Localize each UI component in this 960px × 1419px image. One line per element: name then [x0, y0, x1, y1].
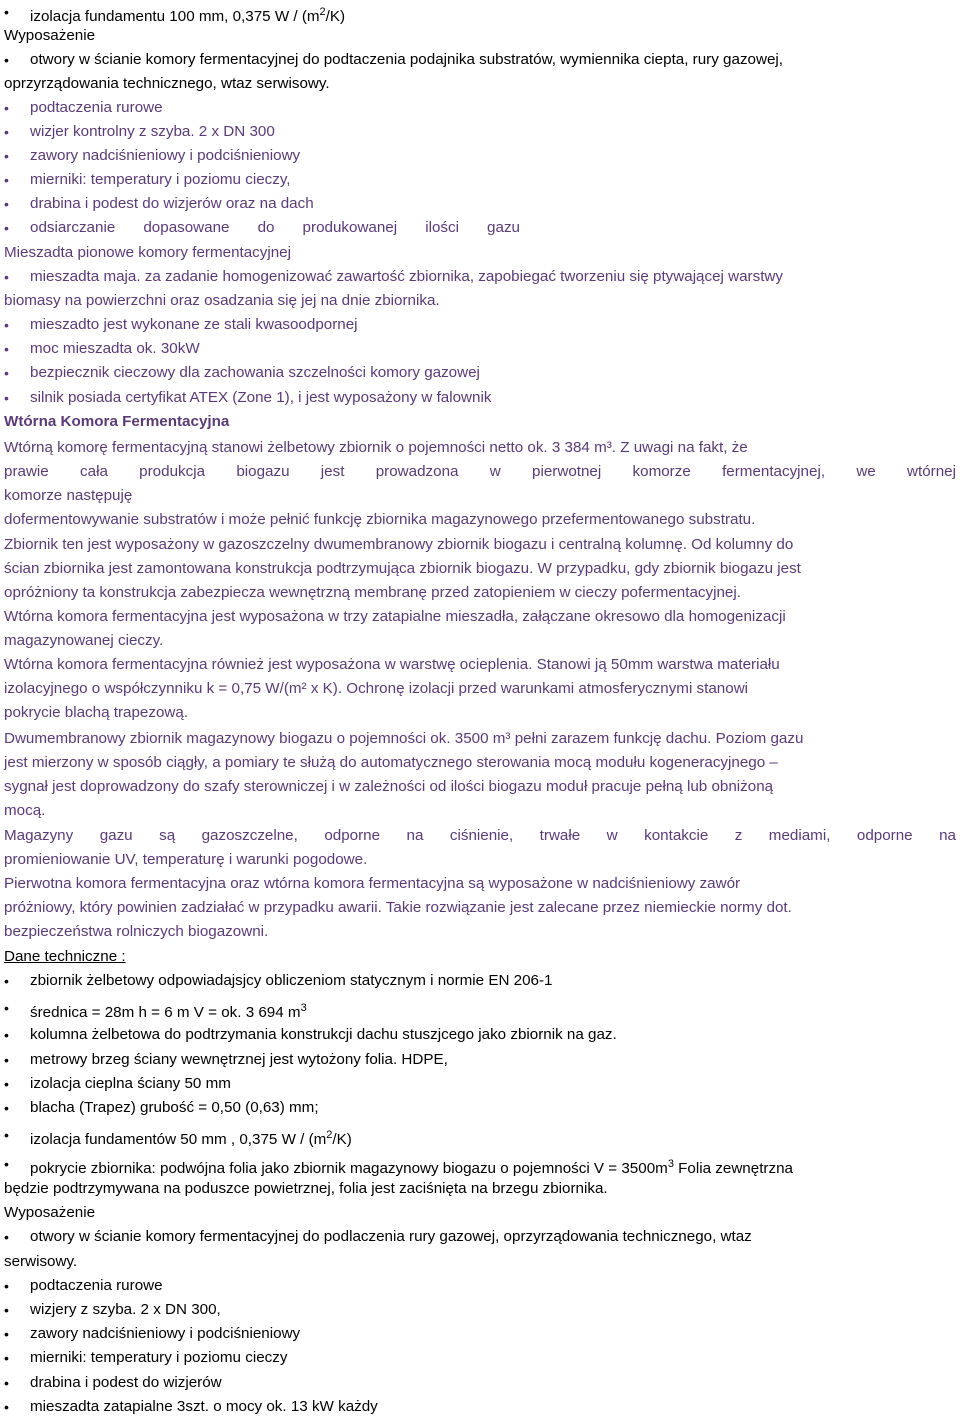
paragraph-line: jest mierzony w sposób ciągły, a pomiary te służą do automatycznego sterowania mocą modułu kogeneracyjnego – — [4, 754, 778, 771]
item-text: otwory w ścianie komory fermentacyjnej do podlaczenia rury gazowej, oprzyrządowania technicznego, wtaz — [30, 1228, 752, 1245]
bullet-icon — [4, 998, 26, 1019]
bullet-icon — [4, 388, 26, 409]
item-text: silnik posiada certyfikat ATEX (Zone 1), i jest wyposażony w falownik — [30, 389, 492, 406]
bullet-icon — [4, 2, 26, 23]
paragraph-line: izolacyjnego o współczynniku k = 0,75 W/(m² x K). Ochronę izolacji przed warunkami atmosferycznymi stanowi — [4, 680, 749, 697]
superscript: 2 — [319, 6, 326, 18]
bullet-icon — [4, 1098, 26, 1119]
bullet-icon — [4, 267, 26, 288]
bullet-icon — [4, 1227, 26, 1248]
paragraph-line: Magazyny gazu są gazoszczelne, odporne na ciśnienie, trwałe w kontakcie z mediami, odporne na — [4, 827, 956, 844]
item-text: podtaczenia rurowe — [30, 1277, 163, 1294]
item-continuation: biomasy na powierzchni oraz osadzania się jej na dnie zbiornika. — [4, 292, 440, 309]
bullet-icon — [4, 1050, 26, 1071]
paragraph-line: Wtórna komora fermentacyjna również jest wyposażona w warstwę ocieplenia. Stanowi ją 50mm warstwa materiału — [4, 656, 780, 673]
item-text: mierniki: temperatury i poziomu cieczy — [30, 1349, 288, 1366]
paragraph-line: próżniowy, który powinien zadziałać w przypadku awarii. Takie rozwiązanie jest zalecane przez niemieckie normy dot. — [4, 899, 792, 916]
item-text: wizjery z szyba. 2 x DN 300, — [30, 1301, 221, 1318]
bullet-icon — [4, 1154, 26, 1175]
bullet-icon — [4, 1373, 26, 1394]
section-heading: Mieszadta pionowe komory fermentacyjnej — [4, 244, 292, 261]
item-text: zbiornik żelbetowy odpowiadajsjcy obliczeniom statycznym i normie EN 206-1 — [30, 972, 553, 989]
paragraph-line: Dwumembranowy zbiornik magazynowy biogazu o pojemności ok. 3500 m³ pełni zarazem funkcję dachu. Poziom gazu — [4, 730, 804, 747]
item-text: mieszadto jest wykonane ze stali kwasoodpornej — [30, 316, 358, 333]
item-text: /K) — [332, 1131, 352, 1148]
bullet-icon — [4, 98, 26, 119]
superscript: 3 — [300, 1002, 307, 1014]
paragraph-line: sygnał jest doprowadzony do szafy sterowniczej i w zależności od ilości biogazu moduł pracuje pełną lub obniżoną — [4, 778, 774, 795]
bullet-icon — [4, 315, 26, 336]
item-text: podtaczenia rurowe — [30, 99, 163, 116]
bullet-icon — [4, 218, 26, 239]
item-text: pokrycie zbiornika: podwójna folia jako zbiornik magazynowy biogazu o pojemności V = 3500m — [30, 1160, 668, 1177]
superscript: 3 — [667, 1158, 674, 1170]
item-text: kolumna żelbetowa do podtrzymania konstrukcji dachu stuszjcego jako zbiornik na gaz. — [30, 1026, 617, 1043]
item-text: drabina i podest do wizjerów — [30, 1374, 222, 1391]
bullet-icon — [4, 170, 26, 191]
item-text: bezpiecznik cieczowy dla zachowania szczelności komory gazowej — [30, 364, 480, 381]
item-text: izolacja fundamentów 50 mm , 0,375 W / (m — [30, 1131, 327, 1148]
paragraph-line: opróżniony ta konstrukcja zabezpiecza wewnętrzną membranę przed zatopieniem w cieczy pofermentacyjnej. — [4, 584, 741, 601]
item-text: mierniki: temperatury i poziomu cieczy, — [30, 171, 291, 188]
item-text: średnica = 28m h = 6 m V = ok. 3 694 m — [30, 1004, 301, 1021]
item-text: mieszadta maja. za zadanie homogenizować zawartość zbiornika, zapobiegać tworzeniu się ptywającej warstwy — [30, 268, 783, 285]
paragraph-line: komorze następuję — [4, 487, 133, 504]
bullet-icon — [4, 971, 26, 992]
item-text: metrowy brzeg ściany wewnętrznej jest wytożony folia. HDPE, — [30, 1051, 448, 1068]
bullet-icon — [4, 363, 26, 384]
item-text: izolacja cieplna ściany 50 mm — [30, 1075, 231, 1092]
item-text: moc mieszadta ok. 30kW — [30, 340, 200, 357]
bullet-icon — [4, 1300, 26, 1321]
section-heading: Wyposażenie — [4, 1204, 96, 1221]
bullet-icon — [4, 1025, 26, 1046]
section-heading: Wyposażenie — [4, 27, 96, 44]
bullet-icon — [4, 194, 26, 215]
paragraph-line: ścian zbiornika jest zamontowana konstrukcja podtrzymująca zbiornik biogazu. W przypadku, gdy zbiornik biogazu jest — [4, 560, 801, 577]
paragraph-line: magazynowanej cieczy. — [4, 632, 164, 649]
item-text: izolacja fundamentu 100 mm, 0,375 W / (m — [30, 8, 320, 25]
paragraph-line: bezpieczeństwa rolniczych biogazowni. — [4, 923, 269, 940]
bullet-icon — [4, 50, 26, 71]
item-text: blacha (Trapez) grubość = 0,50 (0,63) mm; — [30, 1099, 319, 1116]
item-text: /K) — [325, 8, 346, 25]
paragraph-line: promieniowanie UV, temperaturę i warunki pogodowe. — [4, 851, 368, 868]
bullet-icon — [4, 1348, 26, 1369]
item-text: zawory nadciśnieniowy i podciśnieniowy — [30, 147, 301, 164]
bullet-icon — [4, 1074, 26, 1095]
item-continuation: będzie podtrzymywana na poduszce powietrznej, folia jest zaciśnięta na brzegu zbiornika. — [4, 1180, 608, 1197]
bullet-icon — [4, 1397, 26, 1418]
section-heading: Wtórna Komora Fermentacyjna — [4, 413, 230, 430]
item-text: mieszadta zatapialne 3szt. o mocy ok. 13 kW każdy — [30, 1398, 378, 1415]
paragraph-line: prawie cała produkcja biogazu jest prowadzona w pierwotnej komorze fermentacyjnej, we wtórnej — [4, 463, 956, 480]
item-continuation: oprzyrządowania technicznego, wtaz serwisowy. — [4, 75, 330, 92]
paragraph-line: Pierwotna komora fermentacyjna oraz wtórna komora fermentacyjna są wyposażone w nadciśnieniowy zawór — [4, 875, 741, 892]
bullet-icon — [4, 146, 26, 167]
paragraph-line: pokrycie blachą trapezową. — [4, 704, 189, 721]
item-text: Folia zewnętrzna — [673, 1160, 793, 1177]
paragraph-line: dofermentowywanie substratów i może pełnić funkcję zbiornika magazynowego przefermentowanego substratu. — [4, 511, 756, 528]
section-heading: Dane techniczne : — [4, 948, 126, 965]
superscript: 2 — [326, 1129, 333, 1141]
bullet-icon — [4, 339, 26, 360]
item-text: drabina i podest do wizjerów oraz na dach — [30, 195, 314, 212]
bullet-icon — [4, 1276, 26, 1297]
paragraph-line: Wtórna komora fermentacyjna jest wyposażona w trzy zatapialne mieszadła, załączane okresowo dla homogenizacji — [4, 608, 786, 625]
bullet-icon — [4, 122, 26, 143]
paragraph-line: Wtórną komorę fermentacyjną stanowi żelbetowy zbiornik o pojemności netto ok. 3 384 m³. Z uwagi na fakt, że — [4, 439, 748, 456]
bullet-icon — [4, 1324, 26, 1345]
item-text: odsiarczanie dopasowane do produkowanej ilości gazu — [30, 219, 520, 236]
paragraph-line: Zbiornik ten jest wyposażony w gazoszczelny dwumembranowy zbiornik biogazu i centralną kolumnę. Od kolumny do — [4, 536, 794, 553]
item-continuation: serwisowy. — [4, 1253, 78, 1270]
bullet-icon — [4, 1125, 26, 1146]
paragraph-line: mocą. — [4, 802, 46, 819]
item-text: zawory nadciśnieniowy i podciśnieniowy — [30, 1325, 301, 1342]
item-text: otwory w ścianie komory fermentacyjnej do podtaczenia podajnika substratów, wymiennika ciepta, rury gazowej, — [30, 51, 783, 68]
item-text: wizjer kontrolny z szyba. 2 x DN 300 — [30, 123, 275, 140]
